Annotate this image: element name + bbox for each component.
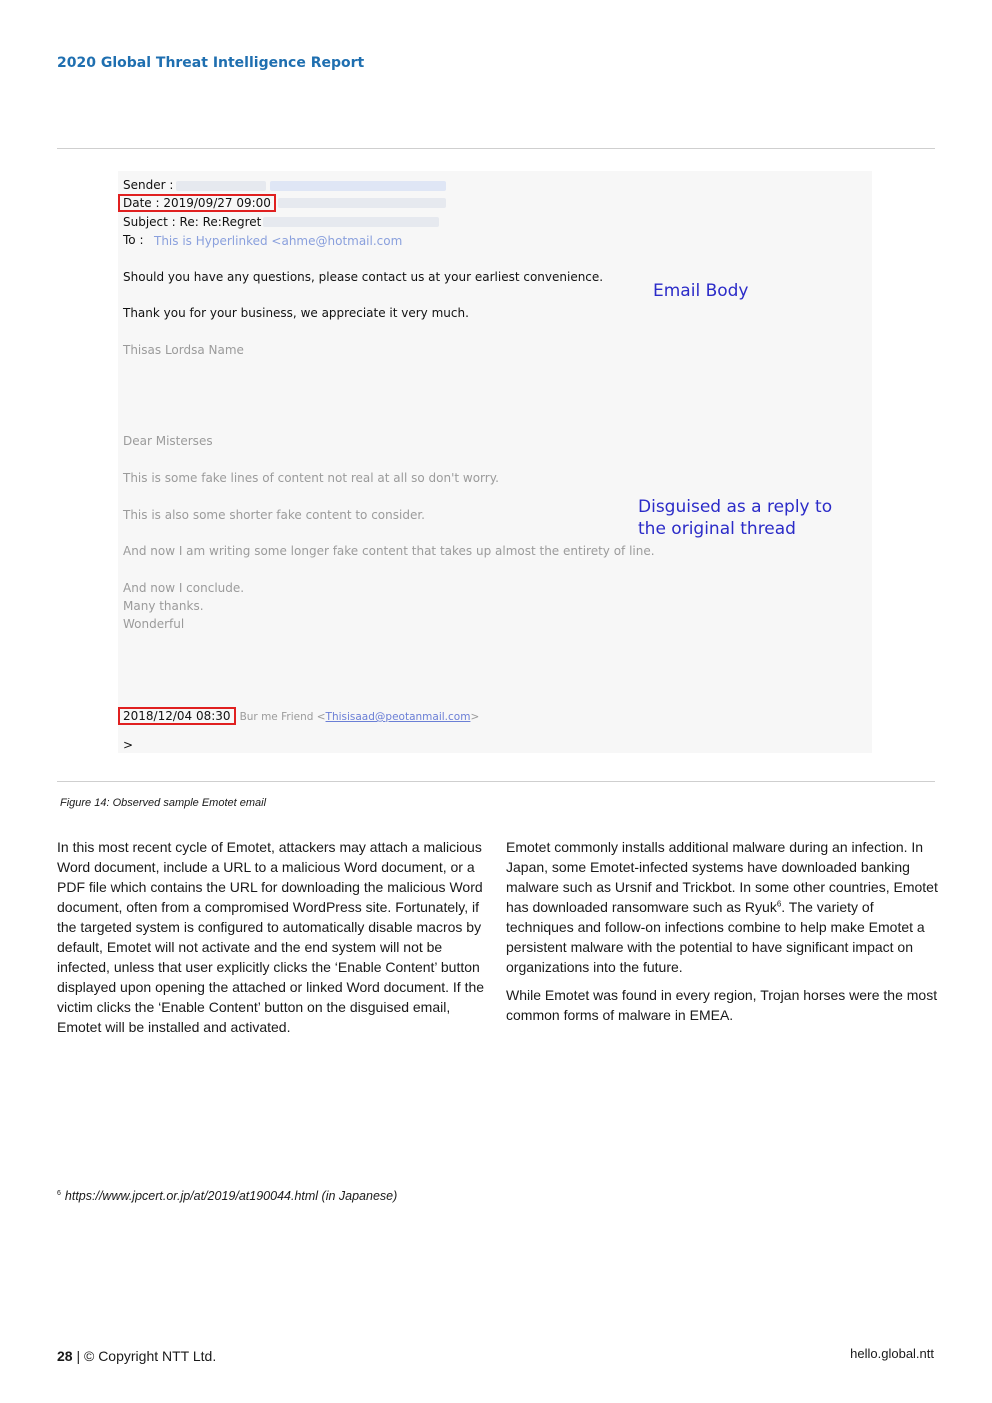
footnote-number: 6 — [57, 1189, 61, 1197]
footnote-reference: 6 — [776, 899, 782, 909]
right-paragraph-1 — [506, 837, 938, 977]
highlighted-date: Date : 2019/09/27 09:00 — [118, 194, 276, 212]
email-screenshot-figure — [118, 171, 872, 753]
figure-caption: Figure 14: Observed sample Emotet email — [60, 797, 267, 809]
figure-divider — [57, 781, 935, 782]
to-value: This is Hyperlinked <ahme@hotmail.com — [154, 234, 403, 248]
footnote — [57, 1189, 397, 1203]
body-line-1: Should you have any questions, please contact us at your earliest convenience. — [123, 270, 604, 284]
quote-marker: > — [123, 738, 134, 752]
quoted-end: > — [470, 711, 480, 723]
page-number: 28 — [57, 1348, 73, 1364]
signature-name: Thisas Lordsa Name — [123, 343, 244, 357]
right-paragraph-1-text: Emotet commonly installs additional malware during an infection. In Japan, some Emotet-infected systems have downloaded banking malware such as Ursnif and Trickbot. In some other countries, Emotet has downloaded ransomware such as Ryuk — [506, 839, 938, 915]
quoted-closing-3: Wonderful — [123, 617, 185, 631]
quoted-header-line — [123, 708, 479, 725]
subject-line: Subject : Re: Re:Regret — [123, 215, 262, 229]
annotation-reply-line-1: Disguised as a reply to — [638, 497, 833, 517]
footer-website: hello.global.ntt — [850, 1346, 934, 1361]
right-column — [506, 837, 938, 1033]
footnote-text: https://www.jpcert.or.jp/at/2019/at190044.html (in Japanese) — [64, 1189, 398, 1203]
redacted-sender-email — [270, 181, 446, 191]
right-paragraph-1-text-cont: . The variety of techniques and follow-on infections combine to help make Emotet a persistent malware with the potential to have significant impact on organizations into the future. — [506, 899, 925, 975]
redacted-sender-name — [176, 181, 266, 191]
copyright-text: | © Copyright NTT Ltd. — [72, 1348, 217, 1364]
quoted-closing-1: And now I conclude. — [123, 581, 245, 595]
redacted-date-extra — [278, 198, 446, 208]
annotation-reply-line-2: the original thread — [638, 519, 796, 539]
left-column — [57, 837, 489, 1045]
quoted-closing-2: Many thanks. — [123, 599, 204, 613]
report-title: 2020 Global Threat Intelligence Report — [57, 55, 365, 71]
quoted-greeting: Dear Misterses — [123, 434, 213, 448]
top-divider — [57, 148, 935, 149]
annotation-email-body: Email Body — [653, 281, 749, 301]
date-line — [123, 195, 276, 211]
right-paragraph-2: While Emotet was found in every region, Trojan horses were the most common forms of malware in EMEA. — [506, 987, 938, 1023]
quoted-line-3: And now I am writing some longer fake content that takes up almost the entirety of line. — [123, 544, 655, 558]
body-line-2: Thank you for your business, we appreciate it very much. — [123, 306, 469, 320]
quoted-line-1: This is some fake lines of content not real at all so don't worry. — [123, 471, 499, 485]
sender-label: Sender : — [123, 178, 174, 192]
highlighted-quoted-date: 2018/12/04 08:30 — [118, 707, 236, 725]
to-label: To : — [123, 233, 144, 247]
quoted-line-2: This is also some shorter fake content to consider. — [123, 508, 425, 522]
quoted-email-link: Thisisaad@peotanmail.com — [325, 711, 471, 723]
redacted-subject — [263, 217, 439, 227]
quoted-from: Bur me Friend < — [239, 711, 326, 723]
left-paragraph: In this most recent cycle of Emotet, attackers may attach a malicious Word document, include a URL to a malicious Word document, or a PDF file which contains the URL for downloading the malicious Word document, often from a compromised WordPress site. Fortunately, if the targeted system is configured to automatically disable macros by default, Emotet will not activate and the end system will not be infected, unless that user explicitly clicks the ‘Enable Content’ button displayed upon opening the attached or linked Word document. If the victim clicks the ‘Enable Content’ button on the disguised email, Emotet will be installed and activated. — [57, 839, 485, 1035]
footer-copyright — [57, 1348, 216, 1364]
